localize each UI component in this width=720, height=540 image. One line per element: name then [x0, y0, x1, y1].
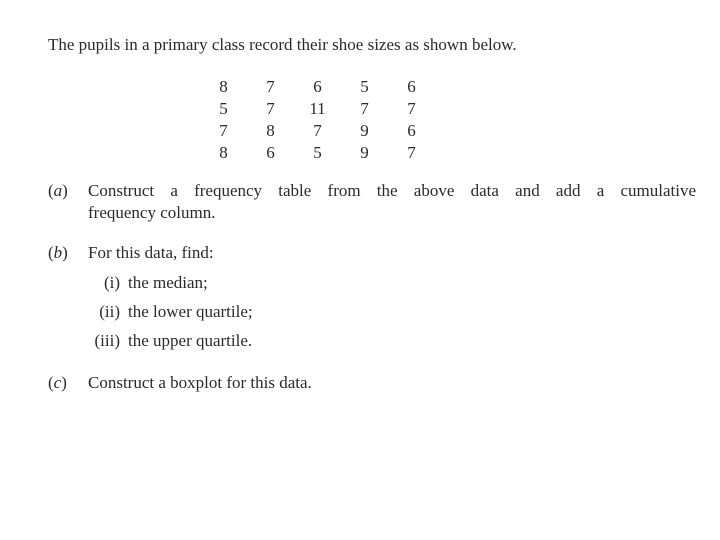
question-c-label: (c): [48, 373, 67, 392]
question-b-text: For this data, find:: [88, 243, 214, 262]
part-number: (i): [103, 273, 120, 292]
part-number: (ii): [99, 302, 120, 321]
data-cell: 5: [313, 143, 322, 162]
question-b-label: (b): [48, 243, 68, 262]
data-row: [200, 76, 435, 98]
question-a-text-line1: Construct a frequency table from the above data and add a cumulative: [88, 181, 696, 200]
data-cell: 8: [266, 121, 275, 140]
data-cell: 6: [313, 77, 322, 96]
data-cell: 7: [407, 143, 416, 162]
data-cell: 6: [407, 77, 416, 96]
data-cell: 7: [219, 121, 228, 140]
data-cell: 7: [407, 99, 416, 118]
question-c-text: Construct a boxplot for this data.: [88, 373, 312, 392]
data-row: [200, 120, 435, 142]
shoe-size-data-table: [200, 76, 435, 164]
data-cell: 9: [360, 143, 369, 162]
data-cell: 11: [309, 99, 326, 118]
data-cell: 6: [407, 121, 416, 140]
data-cell: 7: [266, 77, 275, 96]
question-a-label: (a): [48, 181, 68, 200]
part-text: the lower quartile;: [128, 302, 253, 321]
data-row: [200, 142, 435, 164]
part-text: the median;: [128, 273, 208, 292]
data-cell: 7: [266, 99, 275, 118]
data-row: [200, 98, 435, 120]
data-cell: 8: [219, 77, 228, 96]
data-cell: 7: [313, 121, 322, 140]
part-number: (iii): [94, 331, 120, 350]
data-cell: 8: [219, 143, 228, 162]
data-cell: 9: [360, 121, 369, 140]
intro-text: The pupils in a primary class record their shoe sizes as shown below.: [48, 35, 517, 54]
part-text: the upper quartile.: [128, 331, 253, 350]
data-cell: 5: [360, 77, 369, 96]
question-a-text-line2: frequency column.: [88, 203, 216, 222]
data-cell: 5: [219, 99, 228, 118]
data-cell: 6: [266, 143, 275, 162]
data-cell: 7: [360, 99, 369, 118]
